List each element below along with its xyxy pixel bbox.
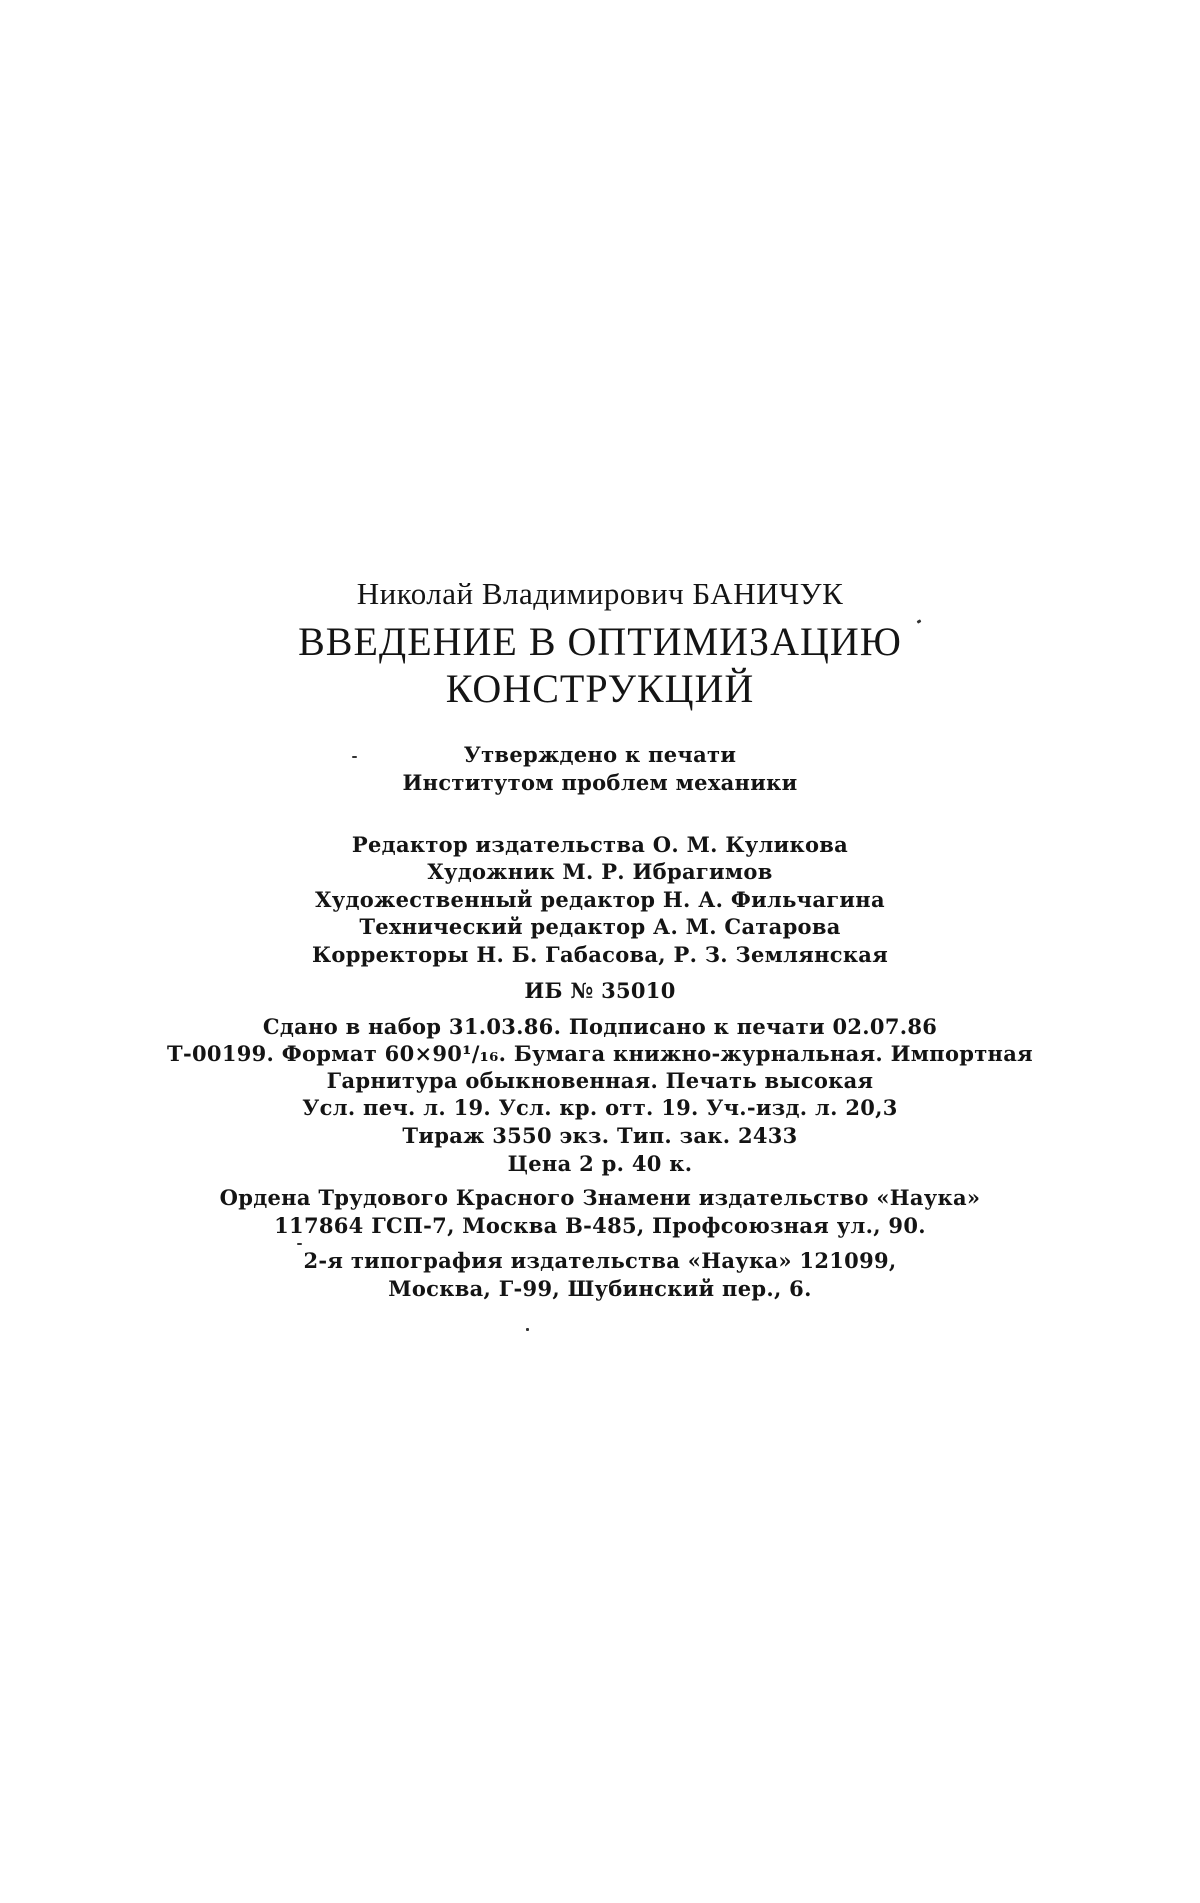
publication-line-2: Т-00199. Формат 60×90¹/₁₆. Бумага книжно-журнальная. Импортная [167, 1041, 1033, 1066]
author-name: Николай Владимирович БАНИЧУК [356, 576, 844, 611]
book-title-line-2: КОНСТРУКЦИЙ [445, 666, 755, 711]
approval-line-2: Институтом проблем механики [402, 770, 798, 795]
approval-line-1: Утверждено к печати [463, 742, 737, 767]
credit-editor: Редактор издательства О. М. Куликова [351, 832, 849, 857]
publisher-line-1: Ордена Трудового Красного Знамени издательство «Наука» [219, 1185, 981, 1210]
printer-line-2: Москва, Г-99, Шубинский пер., 6. [388, 1276, 812, 1301]
scan-speck [526, 1328, 529, 1331]
publication-line-4: Усл. печ. л. 19. Усл. кр. отт. 19. Уч.-изд. л. 20,3 [302, 1095, 898, 1120]
publication-line-3: Гарнитура обыкновенная. Печать высокая [326, 1068, 874, 1093]
publication-line-6: Цена 2 р. 40 к. [507, 1151, 693, 1176]
publisher-line-2: 117864 ГСП-7, Москва В-485, Профсоюзная ул., 90. [274, 1213, 926, 1238]
credit-tech-editor: Технический редактор А. М. Сатарова [359, 914, 841, 939]
publication-line-5: Тираж 3550 экз. Тип. зак. 2433 [402, 1123, 798, 1148]
scan-speck [297, 1243, 302, 1245]
ib-number: ИБ № 35010 [524, 978, 676, 1003]
book-title-line-1: ВВЕДЕНИЕ В ОПТИМИЗАЦИЮ [298, 619, 902, 664]
credit-artist: Художник М. Р. Ибрагимов [427, 859, 773, 884]
credit-art-editor: Художественный редактор Н. А. Фильчагина [315, 887, 885, 912]
scan-speck [352, 756, 357, 758]
credit-proofreaders: Корректоры Н. Б. Габасова, Р. З. Землянская [311, 942, 889, 967]
printer-line-1: 2-я типография издательства «Наука» 121099, [303, 1248, 897, 1273]
publication-line-1: Сдано в набор 31.03.86. Подписано к печати 02.07.86 [262, 1014, 938, 1039]
